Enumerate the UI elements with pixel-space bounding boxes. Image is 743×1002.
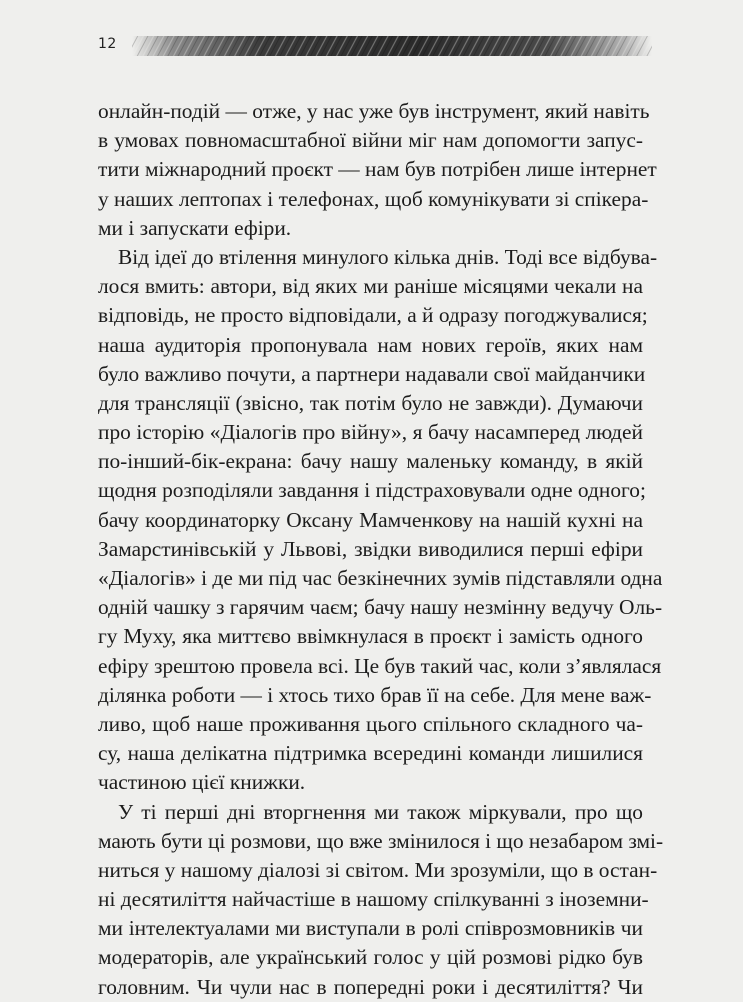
text-line: наша аудиторія пропонувала нам нових героїв, яких нам bbox=[98, 332, 643, 357]
text-line: ні десятиліття найчастіше в нашому спілкуванні з іноземни- bbox=[98, 887, 649, 912]
text-line: ми інтелектуалами ми виступали в ролі співрозмовників чи bbox=[98, 916, 643, 941]
text-line: модераторів, але український голос у цій розмові рідко був bbox=[98, 945, 643, 970]
text-line: щодня розподіляли завдання і підстраховували одне одного; bbox=[98, 478, 646, 503]
text-line: гу Муху, яка миттєво ввімкнулася в проєкт і замість одного bbox=[98, 624, 643, 649]
page-header bbox=[0, 0, 743, 70]
text-line: ми і запускати ефіри. bbox=[98, 215, 292, 240]
page-number: 12 bbox=[98, 36, 117, 52]
text-line: мають бути ці розмови, що вже змінилося і що незабаром змі- bbox=[98, 828, 664, 853]
text-line: у наших лептопах і телефонах, щоб комунікувати зі спікера- bbox=[98, 186, 649, 211]
paragraph bbox=[98, 97, 657, 243]
text-line: одній чашку з гарячим чаєм; бачу нашу незмінну ведучу Оль- bbox=[98, 595, 663, 620]
text-line: ефіру зрештою провела всі. Це був такий час, коли з’являлася bbox=[98, 653, 662, 678]
text-line: про історію «Діалогів про війну», я бачу насамперед людей bbox=[98, 420, 643, 445]
text-line: бачу координаторку Оксану Мамченкову на нашій кухні на bbox=[98, 507, 643, 532]
text-line: відповідь, не просто відповідали, а й одразу погоджувалися; bbox=[98, 303, 648, 328]
text-line: тити міжнародний проєкт — нам був потрібен лише інтернет bbox=[98, 157, 657, 182]
text-line: У ті перші дні вторгнення ми також міркували, про що bbox=[118, 799, 643, 824]
header-brush-stripe bbox=[132, 34, 652, 58]
text-line: ділянка роботи — і хтось тихо брав її на себе. Для мене важ- bbox=[98, 682, 652, 707]
text-line: «Діалогів» і де ми під час безкінечних зумів підставляли одна bbox=[98, 566, 663, 590]
text-line: онлайн-подій — отже, у нас уже був інструмент, який навіть bbox=[98, 99, 650, 123]
paragraph bbox=[98, 243, 663, 798]
text-line: Від ідеї до втілення минулого кілька днів. Тоді все відбува- bbox=[118, 244, 658, 269]
text-line: було важливо почути, а партнери надавали свої майданчики bbox=[98, 361, 646, 386]
paragraph bbox=[98, 798, 664, 1002]
text-line: ниться у нашому діалозі зі світом. Ми зрозуміли, що в остан- bbox=[98, 857, 658, 882]
text-line: частиною цієї книжки. bbox=[98, 770, 306, 795]
text-line: для трансляції (звісно, так потім було не завжди). Думаючи bbox=[98, 390, 643, 415]
text-line: Замарстинівській у Львові, звідки виводилися перші ефіри bbox=[98, 536, 643, 561]
text-line: в умовах повномасштабної війни міг нам допомогти запус- bbox=[98, 128, 643, 153]
text-line: головним. Чи чули нас в попередні роки і десятиліття? Чи bbox=[98, 974, 643, 999]
text-line: лося вмить: автори, від яких ми раніше місяцями чекали на bbox=[98, 274, 643, 299]
text-line: ливо, щоб наше проживання цього спільного складного ча- bbox=[98, 711, 643, 736]
text-line: су, наша делікатна підтримка всередині команди лишилися bbox=[98, 741, 643, 766]
text-line: по-інший-бік-екрана: бачу нашу маленьку команду, в якій bbox=[98, 449, 643, 474]
text-body bbox=[98, 97, 664, 1002]
